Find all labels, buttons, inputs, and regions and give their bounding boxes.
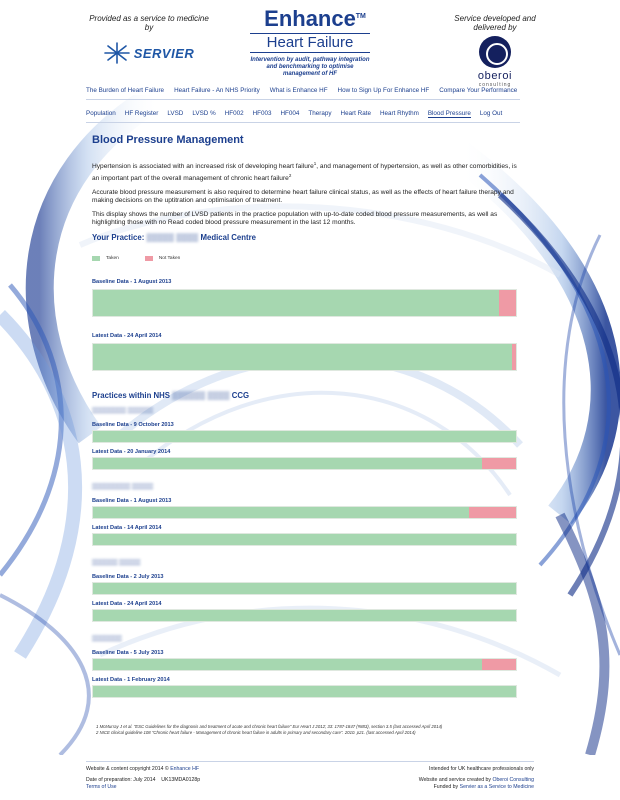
ccg-heading: Practices within NHS ▒▒▒▒▒▒ ▒▒▒▒ CCG (92, 390, 250, 400)
practice-2-baseline-bar (92, 506, 517, 519)
practice-4-latest-label: Latest Data - 1 February 2014 (92, 676, 170, 683)
not-taken-segment (512, 344, 516, 370)
taken-segment (93, 344, 512, 370)
servier-wordmark: SERVIER (133, 45, 195, 61)
date-of-preparation: Date of preparation: July 2014 UK13MDA0128p (86, 777, 201, 783)
funded-by-text: Funded by Servier as a Service to Medicine (433, 784, 534, 790)
footer-row-1 (86, 766, 534, 773)
intro-paragraph-2: Accurate blood pressure measurement is also required to determine heart failure clinical status, as well as the effects of heart failure therapy and making decisions on the uptitration and optimisation of treatment. (92, 188, 514, 205)
footnotes (96, 724, 516, 736)
tab-hf003[interactable]: HF003 (252, 110, 272, 117)
enhance-hf-logo[interactable] (250, 8, 370, 78)
footnote-1: 1 McMurray J et al. "ESC Guidelines for the diagnosis and treatment of acute and chronic heart failure" Eur Heart J 2012; 33: 1787-1847 (#883), section 3.5 (last accessed April 2014) (96, 724, 443, 729)
servier-service-link[interactable]: Servier as a Service to Medicine (459, 784, 534, 790)
subnav-divider (86, 122, 520, 123)
nav-burden-of-hf[interactable]: The Burden of Heart Failure (86, 87, 165, 94)
tab-log-out[interactable]: Log Out (479, 110, 503, 117)
taken-swatch (92, 256, 100, 261)
enhance-logo-subtitle: Heart Failure (250, 33, 370, 53)
intro-text (92, 160, 522, 228)
copyright-text: Website & content copyright 2014 © Enhance HF (86, 766, 200, 772)
not-taken-segment (482, 659, 516, 670)
not-taken-segment (499, 290, 516, 316)
oberoi-developer-block (445, 14, 545, 88)
my-baseline-label: Baseline Data - 1 August 2013 (92, 278, 172, 285)
practice-3-baseline-label: Baseline Data - 2 July 2013 (92, 573, 164, 580)
practice-group-2 (92, 484, 522, 546)
redacted-practice-title: ▒▒▒▒▒▒▒▒ ▒▒▒▒▒▒ (92, 407, 154, 414)
redacted-practice-title: ▒▒▒▒▒▒▒▒▒ ▒▒▒▒▒ (92, 483, 154, 490)
practice-4-baseline-label: Baseline Data - 5 July 2013 (92, 649, 164, 656)
redacted-ccg-name: ▒▒▒▒▒▒ ▒▒▒▒ (172, 390, 230, 400)
site-footer (86, 761, 534, 791)
nav-how-to-sign-up[interactable]: How to Sign Up For Enhance HF (337, 87, 430, 94)
created-by-text: Website and service created by Oberoi Consulting (418, 777, 534, 783)
tab-hf004[interactable]: HF004 (280, 110, 300, 117)
nav-nhs-priority[interactable]: Heart Failure - An NHS Priority (174, 87, 260, 94)
redacted-practice-title: ▒▒▒▒▒▒▒ (92, 635, 122, 642)
primary-nav (86, 87, 517, 94)
taken-segment (93, 507, 469, 518)
practice-2-latest-bar (92, 533, 517, 546)
nav-compare-performance[interactable]: Compare Your Performance (439, 87, 518, 94)
not-taken-swatch (145, 256, 153, 261)
chart-legend (92, 256, 522, 261)
practice-group-1 (92, 408, 522, 470)
oberoi-consulting-link[interactable]: Oberoi Consulting (492, 777, 534, 783)
intro-paragraph-3: This display shows the number of LVSD patients in the practice population with up-to-date coded blood pressure measurements, as well as highlighting those with no Read coded blood pressure measurement in the last 12 months. (92, 210, 498, 227)
my-latest-label: Latest Data - 24 April 2014 (92, 332, 162, 339)
my-latest-bar (92, 343, 517, 371)
practice-3-latest-label: Latest Data - 24 April 2014 (92, 600, 162, 607)
nav-what-is-enhance[interactable]: What is Enhance HF (269, 87, 328, 94)
practice-3-baseline-bar (92, 582, 517, 595)
tab-hf002[interactable]: HF002 (224, 110, 244, 117)
tab-lvsd-percent[interactable]: LVSD % (192, 110, 216, 117)
tab-population[interactable]: Population (86, 110, 116, 117)
practice-group-4 (92, 636, 522, 698)
enhance-hf-link[interactable]: Enhance HF (170, 766, 200, 772)
your-practice-heading: Your Practice: ▒▒▒▒▒ ▒▒▒▒ Medical Centre (92, 232, 256, 242)
taken-segment (93, 534, 516, 545)
not-taken-segment (469, 507, 516, 518)
taken-segment (93, 686, 516, 697)
oberoi-caption: Service developed and delivered by (454, 14, 536, 32)
footer-row-2 (86, 777, 534, 784)
terms-of-use-link[interactable]: Terms of Use (86, 784, 117, 790)
site-header (0, 0, 620, 88)
my-baseline-bar (92, 289, 517, 317)
practice-group-3 (92, 560, 522, 622)
tab-heart-rhythm[interactable]: Heart Rhythm (379, 110, 419, 117)
enhance-tagline: Intervention by audit, pathway integration and benchmarking to optimise management of HF (250, 57, 370, 77)
practice-4-baseline-bar (92, 658, 517, 671)
tab-therapy[interactable]: Therapy (308, 110, 332, 117)
taken-segment (93, 659, 482, 670)
trademark-mark: TM (355, 13, 366, 20)
practice-4-latest-bar (92, 685, 517, 698)
practice-3-latest-bar (92, 609, 517, 622)
nav-divider (86, 99, 520, 100)
practice-1-baseline-label: Baseline Data - 9 October 2013 (92, 421, 174, 428)
servier-star-icon (104, 42, 130, 64)
redacted-practice-name: ▒▒▒▒▒ ▒▒▒▒ (146, 232, 201, 242)
taken-segment (93, 610, 516, 621)
practice-2-latest-label: Latest Data - 14 April 2014 (92, 524, 162, 531)
oberoi-wordmark: oberoi (477, 70, 513, 82)
enhance-logo-title: Enhance TM (264, 6, 366, 31)
tab-lvsd[interactable]: LVSD (167, 110, 184, 117)
tab-blood-pressure[interactable]: Blood Pressure (427, 110, 471, 117)
taken-segment (93, 583, 516, 594)
intro-paragraph-1: Hypertension is associated with an increased risk of developing heart failure$^1$, and management of hypertension, as well as other comorbidities, is an important part of the overall management of chronic heart failure$^2$ (92, 161, 517, 182)
not-taken-segment (482, 458, 516, 469)
servier-sponsor-block (84, 14, 214, 64)
servier-caption: Provided as a service to medicine by (89, 14, 209, 32)
tab-hf-register[interactable]: HF Register (124, 110, 159, 117)
practice-2-baseline-label: Baseline Data - 1 August 2013 (92, 497, 172, 504)
taken-segment (93, 431, 516, 442)
oberoi-logo-icon[interactable] (479, 36, 511, 68)
intended-audience: Intended for UK healthcare professionals only (429, 766, 534, 772)
practice-1-latest-label: Latest Data - 20 January 2014 (92, 448, 171, 455)
footnote-2: 2 NICE clinical guideline 108 "Chronic heart failure - Management of chronic heart failure in adults in primary and secondary care". 2010. p21. (last accessed April 2014) (96, 730, 416, 735)
practice-1-latest-bar (92, 457, 517, 470)
footer-row-3 (86, 784, 534, 791)
servier-logo[interactable] (84, 42, 214, 64)
legend-not-taken: Not Taken (145, 256, 181, 261)
secondary-nav (86, 110, 502, 118)
redacted-practice-title: ▒▒▒▒▒▒ ▒▒▒▒▒ (92, 559, 141, 566)
page-title: Blood Pressure Management (92, 134, 244, 146)
oberoi-subtitle: consulting (478, 82, 512, 88)
practice-1-baseline-bar (92, 430, 517, 443)
taken-segment (93, 290, 499, 316)
main-content (92, 128, 522, 698)
taken-segment (93, 458, 482, 469)
legend-taken: Taken (92, 256, 119, 261)
tab-heart-rate[interactable]: Heart Rate (340, 110, 371, 117)
